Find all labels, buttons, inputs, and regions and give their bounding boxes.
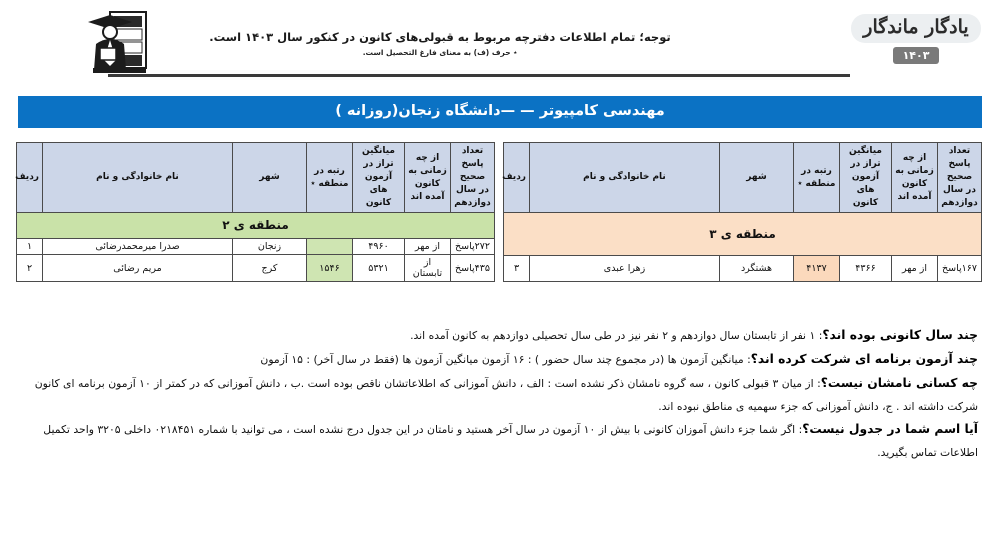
cell-name: صدرا میرمحمدرضائی	[43, 239, 233, 255]
col-header-rank: رتبه در منطقه ٭	[794, 143, 840, 213]
region-label: منطقه ی ۲	[17, 213, 495, 239]
cell-average: ۴۳۶۶	[840, 255, 892, 281]
footer-notes	[14, 324, 978, 464]
note-question: چه کسانی نامشان نیست؟	[820, 376, 978, 391]
cell-answers: ۲۷۲پاسخ	[451, 239, 495, 255]
cell-row-number: ۱	[17, 239, 43, 255]
table-header-row	[17, 143, 495, 213]
cell-answers: ۱۶۷پاسخ	[938, 255, 982, 281]
note-item	[14, 418, 978, 464]
col-header-name: نام خانوادگی و نام	[43, 143, 233, 213]
cell-since: از مهر	[405, 239, 451, 255]
table-row	[17, 255, 495, 282]
col-header-row: ردیف	[504, 143, 530, 213]
notice-main-text: توجه؛ تمام اطلاعات دفترچه مربوط به قبولی‌های کانون در کنکور سال ۱۴۰۳ است.	[209, 30, 671, 44]
col-header-name: نام خانوادگی و نام	[530, 143, 720, 213]
note-answer: : ۱ نفر از تابستان سال دوازدهم و ۲ نفر نیز در طی سال تحصیلی دوازدهم به کانون آمده اند.	[410, 329, 823, 343]
cell-rank: ۱۵۴۶	[307, 255, 353, 282]
header-divider	[108, 74, 850, 77]
note-item	[14, 372, 978, 418]
region-band-row	[504, 213, 982, 256]
cell-name: زهرا عبدی	[530, 255, 720, 281]
note-question: چند آزمون برنامه ای شرکت کرده اند؟	[750, 352, 978, 367]
brand-name-text: یادگار ماندگار	[851, 14, 980, 43]
cell-rank: ۴۱۳۷	[794, 255, 840, 281]
tables-container	[15, 142, 982, 282]
cell-name: مریم رضائی	[43, 255, 233, 282]
note-item	[14, 348, 978, 372]
note-item	[14, 324, 978, 348]
notice-sub-text: ٭ حرف (ف) به معنای فارغ التحصیل است.	[362, 48, 518, 57]
page-header	[0, 0, 1000, 88]
cell-row-number: ۳	[504, 255, 530, 281]
page-title: مهندسی کامپیوتر — —دانشگاه زنجان(روزانه )	[18, 96, 982, 128]
note-question: چند سال کانونی بوده اند؟	[822, 328, 978, 343]
brand-year-badge: ۱۴۰۳	[893, 47, 940, 64]
note-answer: : از میان ۳ قبولی کانون ، سه گروه نامشان ذکر نشده است : الف ، دانش آموزانی که اطلاعاتشان ناقص بوده است .ب ، دانش آموزانی که در کمتر از ۱۰ آزمون برنامه ای کانون شرکت داشته اند . ج، دانش آموزانی که جزء سهمیه ی مناطق نبوده اند.	[34, 377, 978, 414]
col-header-rank: رتبه در منطقه ٭	[307, 143, 353, 213]
col-header-since: از چه زمانی به کانون آمده اند	[892, 143, 938, 213]
table-region-2	[16, 142, 495, 282]
note-question: آیا اسم شما در جدول نیست؟	[802, 422, 978, 437]
note-answer: : اگر شما جزء دانش آموزان کانونی با بیش از ۱۰ آزمون در سال آخر هستید و نامتان در این جدول درج نشده است ، می توانید با شماره ۰۲۱۸۴۵۱ داخلی ۳۲۰۵ واحد تکمیل اطلاعات تماس بگیرید.	[43, 423, 978, 460]
col-header-average: میانگین تراز در آزمون های کانون	[840, 143, 892, 213]
cell-row-number: ۲	[17, 255, 43, 282]
table-row	[504, 255, 982, 281]
col-header-row: ردیف	[17, 143, 43, 213]
cell-average: ۴۹۶۰	[353, 239, 405, 255]
cell-since: از تابستان	[405, 255, 451, 282]
brand-badge	[846, 14, 986, 64]
cell-city: کرج	[233, 255, 307, 282]
table-region-3	[503, 142, 982, 282]
note-answer: : میانگین آزمون ها (در مجموع چند سال حضور ) : ۱۶ آزمون میانگین آزمون ها (فقط در سال آخر) : ۱۵ آزمون	[260, 353, 751, 367]
col-header-since: از چه زمانی به کانون آمده اند	[405, 143, 451, 213]
cell-city: هشتگرد	[720, 255, 794, 281]
cell-answers: ۴۳۵پاسخ	[451, 255, 495, 282]
col-header-city: شهر	[233, 143, 307, 213]
col-header-answers: تعداد پاسخ صحیح در سال دوازدهم	[451, 143, 495, 213]
region-label: منطقه ی ۳	[504, 213, 982, 256]
col-header-average: میانگین تراز در آزمون های کانون	[353, 143, 405, 213]
cell-city: زنجان	[233, 239, 307, 255]
col-header-answers: تعداد پاسخ صحیح در سال دوازدهم	[938, 143, 982, 213]
cell-average: ۵۳۲۱	[353, 255, 405, 282]
cell-since: از مهر	[892, 255, 938, 281]
region-band-row	[17, 213, 495, 239]
cell-rank	[307, 239, 353, 255]
table-header-row	[504, 143, 982, 213]
col-header-city: شهر	[720, 143, 794, 213]
table-row	[17, 239, 495, 255]
